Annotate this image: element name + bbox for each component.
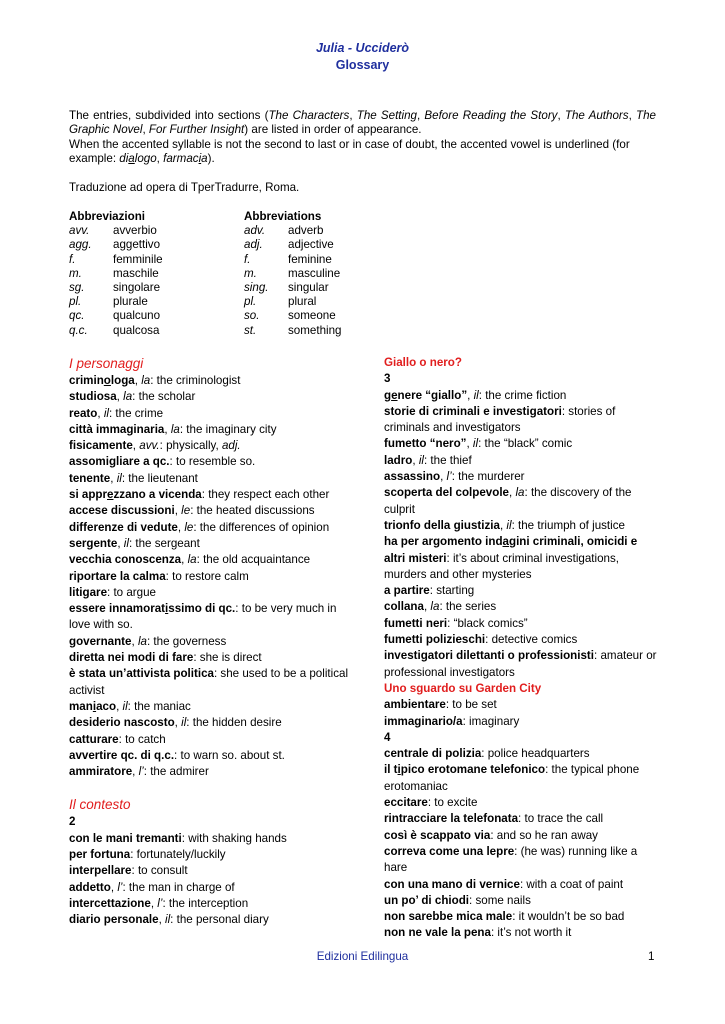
intro-text [69, 109, 656, 166]
glossary-heading: Glossary [335, 58, 390, 72]
glossary-entry: investigatori dilettanti o professionisti: amateur or professional investigators [384, 649, 657, 679]
abbr-row: f. femminile [69, 252, 163, 266]
glossary-entry: vecchia conoscenza, la: the old acquaintance [69, 553, 311, 567]
abbr-row: pl. plural [244, 295, 317, 309]
abbr-row: qc. qualcuno [69, 309, 161, 323]
glossary-entry: assomigliare a qc.: to resemble so. [69, 455, 256, 469]
glossary-entry: desiderio nascosto, il: the hidden desire [69, 716, 282, 730]
intro-paragraph: The entries, subdivided into sections (The Characters, The Setting, Before Reading the Story, The Authors, The Graphic Novel, For Further Insight) are listed in order of appearance. [69, 109, 656, 137]
glossary-entry: governante, la: the governess [69, 634, 227, 648]
glossary-entry: reato, il: the crime [69, 406, 164, 420]
glossary-entry: scoperta del colpevole, la: the discovery of the culprit [384, 486, 632, 516]
glossary-entry: assassino, l’: the murderer [384, 470, 525, 484]
abbr-row: st. something [244, 323, 342, 337]
glossary-entry: fumetto “nero”, il: the “black” comic [384, 437, 573, 451]
abbr-row: adv. adverb [244, 224, 324, 238]
abbr-row: m. maschile [69, 266, 159, 280]
glossary-entry: litigare: to argue [69, 585, 157, 599]
glossary-entry: fisicamente, avv.: physically, adj. [69, 439, 241, 453]
glossary-entry: accese discussioni, le: the heated discussions [69, 504, 315, 518]
glossary-entry: criminologa, la: the criminologist [69, 374, 241, 387]
glossary-entry: intercettazione, l’: the interception [69, 896, 249, 910]
glossary-entry: così è scappato via: and so he ran away [384, 828, 598, 842]
glossary-entry: rintracciare la telefonata: to trace the call [384, 812, 604, 826]
glossary-entry: è stata un’attivista politica: she used to be a political activist [69, 667, 349, 697]
abbr-row: sing. singular [244, 281, 329, 295]
abbr-row: so. someone [244, 309, 336, 323]
glossary-entry: si apprezzano a vicenda: they respect each other [69, 488, 330, 502]
abbr-row: adj. adjective [244, 238, 334, 252]
accent-note: When the accented syllable is not the second to last or in case of doubt, the accented vowel is underlined (for example: dialogo, farmacia). [69, 137, 630, 165]
glossary-entry: eccitare: to excite [384, 796, 478, 810]
glossary-entry: diretta nei modi di fare: she is direct [69, 651, 262, 665]
glossary-entry: interpellare: to consult [69, 864, 188, 878]
glossary-entry: fumetti neri: “black comics” [384, 616, 528, 630]
page-ref-number: 4 [384, 730, 391, 744]
glossary-entry: storie di criminali e investigatori: stories of criminals and investigators [384, 404, 616, 435]
abbreviations-en: Abbreviations adv. adverb adj. adjective f. feminine m. masculine sing. singular pl. plural so. someone st. something [244, 210, 342, 337]
page-number: 1 [648, 950, 655, 963]
abbr-row: f. feminine [244, 252, 332, 266]
glossary-entry: a partire: starting [384, 584, 475, 598]
glossary-entry: genere “giallo”, il: the crime fiction [384, 388, 567, 402]
page-ref-number: 3 [384, 372, 391, 386]
glossary-entry: ammiratore, l’: the admirer [69, 765, 209, 779]
glossary-entry: ambientare: to be set [384, 698, 497, 712]
glossary-entry: non sarebbe mica male: it wouldn’t be so bad [384, 910, 625, 924]
glossary-entry: il tipico erotomane telefonico: the typical phone erotomaniac [384, 763, 640, 793]
section-heading-garden-city: Uno sguardo su Garden City [384, 681, 542, 695]
document-title [0, 40, 725, 74]
glossary-left-column [69, 355, 354, 929]
glossary-entry: città immaginaria, la: the imaginary city [69, 422, 277, 436]
glossary-entry: collana, la: the series [384, 600, 497, 614]
glossary-entry: per fortuna: fortunately/luckily [69, 848, 226, 862]
page-ref-number: 2 [69, 815, 76, 829]
glossary-entry: con una mano di vernice: with a coat of paint [384, 877, 624, 891]
glossary-entry: un po’ di chiodi: some nails [384, 893, 531, 907]
abbr-row: q.c. qualcosa [69, 323, 160, 337]
glossary-entry: diario personale, il: the personal diary [69, 913, 269, 927]
glossary-entry: maniaco, il: the maniac [69, 699, 191, 713]
section-heading-personaggi: I personaggi [69, 356, 144, 371]
glossary-entry: trionfo della giustizia, il: the triumph of justice [384, 518, 625, 532]
glossary-entry: addetto, l’: the man in charge of [69, 880, 235, 894]
footer-publisher: Edizioni Edilingua [316, 950, 409, 963]
glossary-entry: tenente, il: the lieutenant [69, 471, 198, 485]
abbr-row: agg. aggettivo [69, 238, 161, 252]
translation-credit: Traduzione ad opera di TperTradurre, Roma. [69, 181, 300, 194]
abbr-row: sg. singolare [69, 281, 161, 295]
glossary-entry: immaginario/a: imaginary [384, 714, 520, 728]
glossary-entry: con le mani tremanti: with shaking hands [69, 831, 287, 845]
book-title: Julia - Ucciderò [315, 41, 410, 55]
glossary-entry: catturare: to catch [69, 732, 166, 746]
glossary-right-column [384, 355, 659, 942]
glossary-entry: essere innamoratissimo di qc.: to be very much in love with so. [69, 602, 337, 632]
abbreviations-it: Abbreviazioni avv. avverbio agg. aggettivo f. femminile m. maschile sg. singolare pl. plurale qc. qualcuno q.c. qualcosa [69, 210, 163, 337]
section-heading-giallo: Giallo o nero? [384, 356, 462, 369]
glossary-entry: avvertire qc. di q.c.: to warn so. about st. [69, 748, 285, 762]
glossary-entry: differenze di vedute, le: the differences of opinion [69, 520, 330, 534]
abbr-row: avv. avverbio [69, 224, 157, 238]
glossary-entry: studiosa, la: the scholar [69, 390, 196, 404]
glossary-entry: correva come una lepre: (he was) running like a hare [384, 844, 638, 875]
glossary-entry: centrale di polizia: police headquarters [384, 747, 590, 761]
glossary-entry: riportare la calma: to restore calm [69, 569, 249, 583]
abbr-row: pl. plurale [69, 295, 148, 309]
section-heading-contesto: Il contesto [69, 797, 131, 813]
glossary-entry: ha per argomento indagini criminali, omicidi e altri misteri: it’s about criminal investigations, murders and other mysteries [384, 535, 638, 581]
glossary-entry: ladro, il: the thief [384, 453, 472, 467]
glossary-entry: fumetti polizieschi: detective comics [384, 633, 578, 647]
abbr-row: m. masculine [244, 266, 341, 280]
glossary-entry: sergente, il: the sergeant [69, 536, 200, 550]
glossary-entry: non ne vale la pena: it’s not worth it [384, 926, 572, 940]
